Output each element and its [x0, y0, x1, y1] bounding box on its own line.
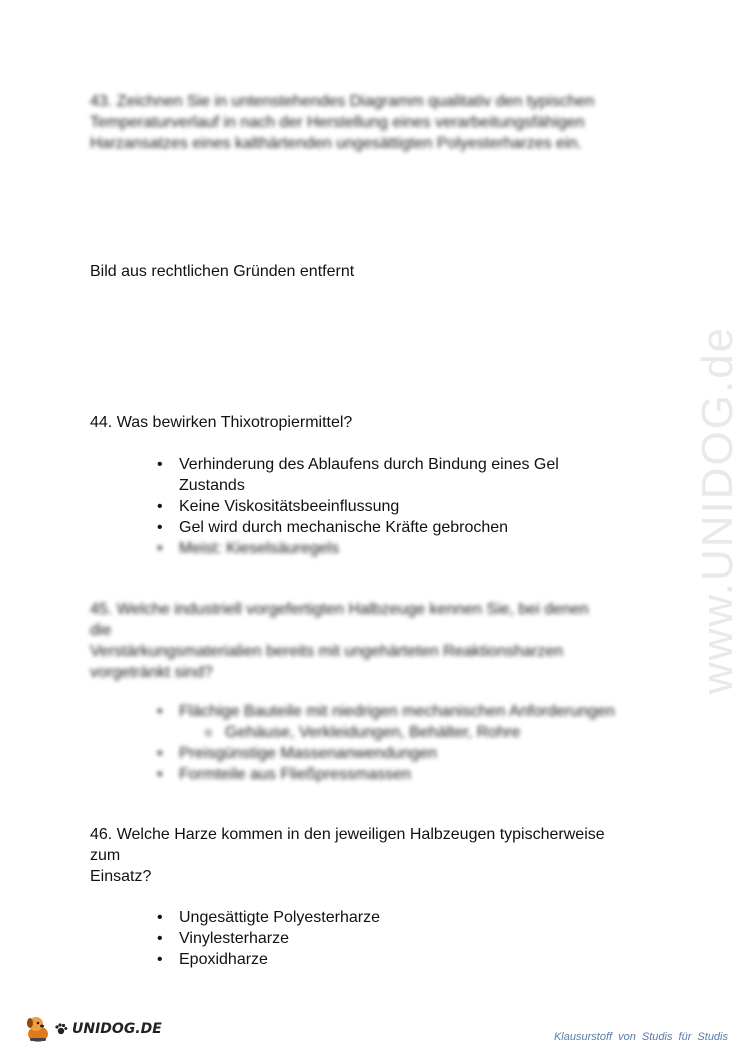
question-43: [90, 91, 594, 154]
answer-list-44: [155, 454, 559, 559]
question-46: [90, 824, 605, 887]
question-43-line: Harzansatzes eines kalthärtenden ungesättigten Polyesterharzes ein.: [90, 135, 582, 152]
unidog-logo: [22, 1014, 162, 1044]
dog-mascot-icon: [22, 1014, 54, 1044]
image-removed-notice: Bild aus rechtlichen Gründen entfernt: [90, 263, 355, 280]
list-item: [155, 701, 615, 743]
question-45-line: 45. Welche industriell vorgefertigten Halbzeuge kennen Sie, bei denen: [90, 601, 589, 618]
paw-icon: [54, 1022, 68, 1036]
list-item: • Ungesättigte Polyesterharze: [155, 907, 380, 928]
answer-list-46: [155, 907, 380, 970]
list-item: • Epoxidharze: [155, 949, 380, 970]
list-item: • Preisgünstige Massenanwendungen: [155, 743, 615, 764]
sub-list: [201, 722, 615, 743]
list-item-text: Zustands: [179, 477, 245, 494]
question-44: 44. Was bewirken Thixotropiermittel?: [90, 414, 353, 431]
list-item: [155, 454, 559, 496]
answer-list-45: [155, 701, 615, 785]
question-46-line: Einsatz?: [90, 868, 152, 885]
question-43-line: Temperaturverlauf in nach der Herstellung eines verarbeitungsfähigen: [90, 114, 585, 131]
question-46-line: 46. Welche Harze kommen in den jeweiligen Halbzeugen typischerweise: [90, 826, 605, 843]
question-45-line: Verstärkungsmaterialien bereits mit ungehärteten Reaktionsharzen: [90, 643, 564, 660]
question-46-line: zum: [90, 847, 121, 864]
list-item: • Formteile aus Fließpressmassen: [155, 764, 615, 785]
question-45-line: vorgetränkt sind?: [90, 664, 213, 681]
question-45: [90, 599, 589, 683]
list-item: • Gel wird durch mechanische Kräfte gebrochen: [155, 517, 559, 538]
logo-text: UNIDOG.DE: [72, 1021, 162, 1037]
list-item: • Vinylesterharze: [155, 928, 380, 949]
list-item-text: Verhinderung des Ablaufens durch Bindung eines Gel: [179, 456, 559, 473]
question-45-line: die: [90, 622, 112, 639]
list-item-text: Flächige Bauteile mit niedrigen mechanischen Anforderungen: [179, 703, 615, 720]
question-43-line: 43. Zeichnen Sie in untenstehendes Diagramm qualitativ den typischen: [90, 93, 595, 110]
watermark: www.UNIDOG.de: [693, 325, 742, 695]
footer-tagline: Klausurstoff von Studis für Studis: [553, 1031, 728, 1043]
list-item: • Keine Viskositätsbeeinflussung: [155, 496, 559, 517]
sub-list-item: o Gehäuse, Verkleidungen, Behälter, Rohre: [201, 722, 615, 743]
list-item: • Meist: Kieselsäuregels: [155, 538, 559, 559]
